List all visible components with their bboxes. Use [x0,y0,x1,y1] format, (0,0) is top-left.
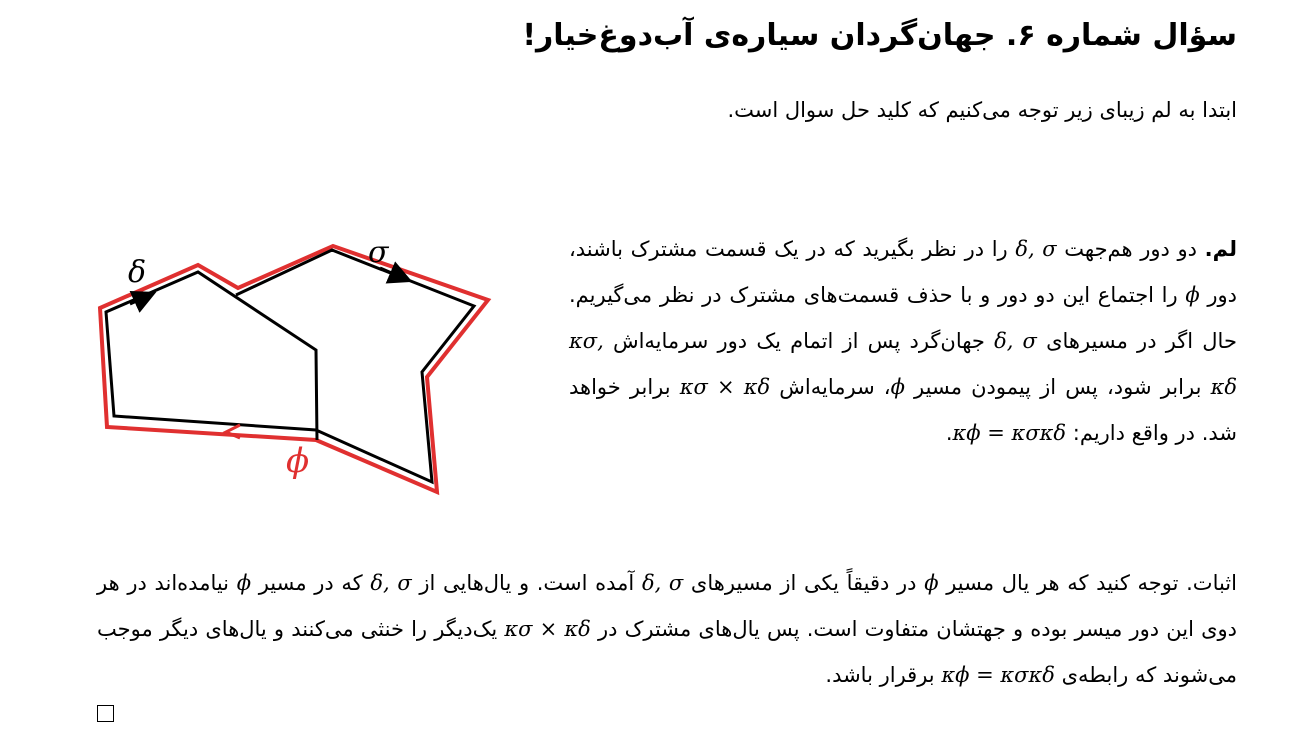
cycles-diagram [90,220,510,510]
math-delta-sigma: δ, σ [1015,237,1057,261]
lemma-paragraph [569,226,1237,456]
proof-text: برقرار باشد. [825,663,935,687]
math-delta-sigma: δ, σ [994,329,1037,353]
lemma-text: جهان‌گرد پس از اتمام یک دور سرمایه‌اش [612,329,985,353]
lemma-text: ، سرمایه‌اش [779,375,891,399]
proof-text: نیامده‌اند در هر دوی این دور میسر بوده و جهتشان متفاوت است. پس یال‌های مشترک در [97,571,1237,641]
intro-paragraph: ابتدا به لم زیبای زیر توجه می‌کنیم که کلید حل سوال است. [727,98,1237,122]
math-kappa-product: κσ × κδ [504,617,591,641]
proof-text: یک‌دیگر را خنثی می‌کنند و یال‌های دیگر موجب می‌شوند که رابطه‌ی [97,617,1237,687]
math-delta-sigma: δ, σ [641,571,684,595]
math-phi: ϕ [1185,283,1200,307]
math-phi: ϕ [236,571,252,595]
lemma-text: را در نظر بگیرید که در یک قسمت مشترک باشند، دور [569,237,1237,307]
math-kappa-sigma-delta: κσ, κδ [569,329,1237,399]
sigma-label: σ [368,235,389,270]
lemma-text: برابر شود، پس از پیمودن مسیر [914,375,1202,399]
math-phi: ϕ [890,375,905,399]
page-title: سؤال شماره ۶. جهان‌گردان سیاره‌ی آب‌دوغ‌خیار! [522,18,1237,53]
proof-paragraph [97,560,1237,698]
proof-text: آمده است. و یال‌هایی از [419,571,635,595]
lemma-text: . [945,421,953,445]
math-kappa-phi-equation: κϕ = κσκδ [941,663,1055,687]
lemma-text: برابر خواهد شد. در واقع داریم: [569,375,1237,445]
math-delta-sigma: δ, σ [370,571,412,595]
proof-text: اثبات. توجه کنید که هر یال مسیر [946,571,1237,595]
math-kappa-product: κσ × κδ [679,375,771,399]
lemma-text: را اجتماع این دو دور و با حذف قسمت‌های مشترک در نظر می‌گیریم. حال اگر در مسیرهای [569,283,1237,353]
delta-label: δ [128,255,147,290]
qed-square [97,705,114,722]
math-phi: ϕ [924,571,939,595]
lemma-text: دو دور هم‌جهت [1064,237,1197,261]
lemma-label: لم. [1204,237,1237,261]
proof-text: که در مسیر [258,571,363,595]
proof-text: در دقیقاً یکی از مسیرهای [690,571,917,595]
math-kappa-phi-equation: κϕ = κσκδ [952,421,1067,445]
phi-label: ϕ [286,441,310,481]
